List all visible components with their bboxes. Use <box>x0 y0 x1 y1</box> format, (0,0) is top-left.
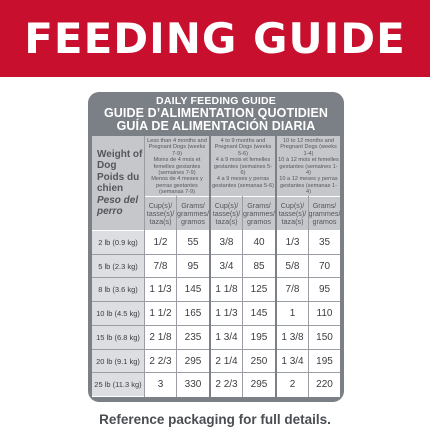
grams-cell: 295 <box>250 379 268 391</box>
weight-cell: 2 lb (0.9 kg) <box>92 231 144 254</box>
table-row <box>92 302 340 325</box>
cups-cell: 3/8 <box>219 237 234 248</box>
grams-cell: 220 <box>316 379 333 391</box>
grams-subheader: Grams/ grammes/ gramos <box>309 197 340 230</box>
table-row <box>92 326 340 349</box>
grams-cell: 95 <box>318 284 331 296</box>
grams-cell: 35 <box>318 237 331 248</box>
grams-subheader: Grams/ grammes/ gramos <box>177 197 209 230</box>
group-label-en: 4 to 9 months and Pregnant Dogs (weeks 5-6) <box>214 138 272 157</box>
age-group-header <box>145 136 209 196</box>
weight-cell: 10 lb (4.5 kg) <box>92 302 144 325</box>
weight-cell: 5 lb (2.3 kg) <box>92 255 144 278</box>
table-row <box>92 255 340 278</box>
grams-cell: 70 <box>318 260 331 272</box>
group-label-fr: 10 à 12 mois et femelles gestantes (semaines 1-4) <box>278 157 339 177</box>
column-divider <box>275 136 277 397</box>
cups-cell: 7/8 <box>285 284 300 296</box>
table-row <box>92 350 340 373</box>
cups-cell: 1 3/4 <box>281 355 304 367</box>
grams-cell: 125 <box>250 284 268 296</box>
weight-cell: 25 lb (11.3 kg) <box>92 373 144 396</box>
cups-cell: 3 <box>157 379 164 391</box>
feeding-guide-panel <box>88 92 344 402</box>
row-divider <box>92 301 340 302</box>
banner <box>0 0 430 77</box>
cups-cell: 2 2/3 <box>215 379 238 391</box>
row-divider <box>92 254 340 255</box>
group-label-es: Menos de 4 meses y perras gestantes (semanas 7-9) <box>151 176 203 196</box>
column-divider <box>144 136 145 397</box>
column-divider <box>176 196 177 397</box>
footer-note: Reference packaging for full details. <box>99 412 331 427</box>
cups-cell: 1 1/2 <box>149 308 172 320</box>
row-divider <box>92 349 340 350</box>
panel-title-fr: GUIDE D’ALIMENTATION QUOTIDIEN <box>103 106 329 120</box>
cups-subheader: Cup(s)/ tasse(s)/ taza(s) <box>145 197 176 230</box>
grams-cell: 165 <box>184 308 202 320</box>
grams-cell: 95 <box>187 260 199 272</box>
grams-cell: 250 <box>250 355 268 367</box>
row-divider <box>92 325 340 326</box>
feeding-table <box>92 136 340 397</box>
cups-cell: 2 <box>289 379 296 391</box>
table-row <box>92 278 340 301</box>
grams-cell: 55 <box>187 237 199 248</box>
panel-title-es: GUÍA DE ALIMENTACIÓN DIARIA <box>116 118 316 133</box>
cups-cell: 3/4 <box>219 260 234 272</box>
grams-cell: 235 <box>184 331 202 343</box>
cups-cell: 1 3/8 <box>281 331 304 343</box>
cups-cell: 1 1/3 <box>149 284 172 296</box>
grams-cell: 195 <box>250 331 268 343</box>
grams-cell: 145 <box>250 308 268 320</box>
cups-cell: 1 <box>289 308 296 320</box>
banner-title: FEEDING GUIDE <box>24 13 406 63</box>
table-row <box>92 373 340 396</box>
cups-cell: 1 1/8 <box>215 284 238 296</box>
column-divider <box>209 136 211 397</box>
weight-column-header <box>92 136 144 230</box>
cups-cell: 7/8 <box>153 260 168 272</box>
cups-cell: 2 1/4 <box>215 355 238 367</box>
cups-cell: 1/2 <box>153 237 168 248</box>
grams-cell: 145 <box>184 284 202 296</box>
row-divider <box>92 372 340 373</box>
grams-subheader: Grams/ grammes/ gramos <box>243 197 275 230</box>
cups-cell: 1/3 <box>285 237 300 248</box>
group-label-es: 4 a 9 meses y perras gestantes (semanas 5-6) <box>212 176 274 189</box>
weight-header-es: Peso del perro <box>97 194 139 217</box>
column-divider <box>308 196 309 397</box>
panel-title-en: DAILY FEEDING GUIDE <box>156 95 276 107</box>
weight-header-en: Weight of Dog <box>97 148 143 171</box>
weight-cell: 20 lb (9.1 kg) <box>92 350 144 373</box>
table-row <box>92 231 340 254</box>
cups-cell: 1 3/4 <box>215 331 238 343</box>
group-label-fr: 4 à 9 mois et femelles gestantes (semaines 5-6) <box>213 157 273 177</box>
group-label-es: 10 a 12 meses y perras gestantes (semanas 1-4) <box>279 176 338 196</box>
cups-cell: 5/8 <box>285 260 300 272</box>
grams-cell: 330 <box>184 379 202 391</box>
weight-cell: 15 lb (6.8 kg) <box>92 326 144 349</box>
cups-subheader: Cup(s)/ tasse(s)/ taza(s) <box>211 197 242 230</box>
row-divider <box>92 277 340 278</box>
column-divider <box>242 196 243 397</box>
group-label-fr: Moins de 4 mois et femelles gestantes (semaines 7-9) <box>153 157 201 177</box>
cups-cell: 2 1/8 <box>149 331 172 343</box>
age-group-header <box>277 136 340 196</box>
weight-header-fr: Poids du chien <box>97 171 140 194</box>
grams-cell: 150 <box>316 331 333 343</box>
panel-header <box>88 92 344 136</box>
group-label-en: 10 to 12 months and Pregnant Dogs (weeks 1-4) <box>280 138 337 157</box>
grams-cell: 40 <box>253 237 265 248</box>
group-label-en: Less than 4 months and Pregnant Dogs (weeks 7-9) <box>147 138 207 157</box>
age-group-header <box>211 136 275 196</box>
weight-cell: 8 lb (3.6 kg) <box>92 278 144 301</box>
grams-cell: 85 <box>253 260 265 272</box>
grams-cell: 195 <box>316 355 333 367</box>
cups-cell: 1 1/3 <box>215 308 238 320</box>
grams-cell: 295 <box>184 355 202 367</box>
cups-cell: 2 2/3 <box>149 355 172 367</box>
grams-cell: 110 <box>316 308 333 320</box>
cups-subheader: Cup(s)/ tasse(s)/ taza(s) <box>277 197 308 230</box>
